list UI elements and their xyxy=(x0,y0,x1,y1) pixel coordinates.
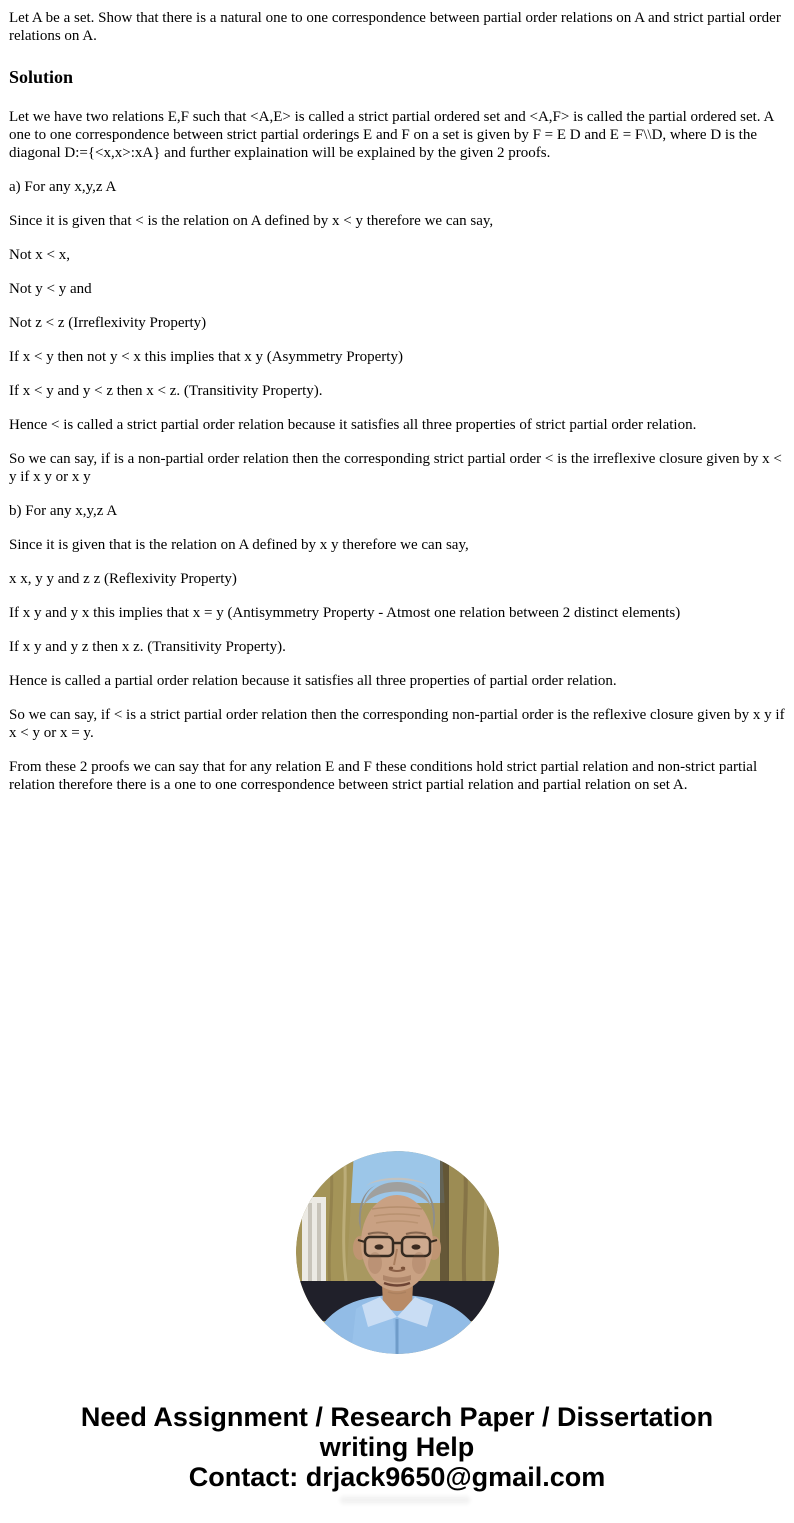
paragraph: If x y and y z then x z. (Transitivity Property). xyxy=(9,639,286,655)
avatar xyxy=(296,1151,499,1354)
promo-line-2: writing Help xyxy=(319,1432,475,1462)
paragraph: b) For any x,y,z A xyxy=(9,503,118,519)
paragraph: Not x < x, xyxy=(9,247,70,263)
promo-line-1: Need Assignment / Research Paper / Dissertation xyxy=(80,1402,714,1432)
paragraph: Not z < z (Irreflexivity Property) xyxy=(9,315,207,331)
paragraph: If x < y then not y < x this implies that x y (Asymmetry Property) xyxy=(9,349,403,365)
solution-heading: Solution xyxy=(9,67,74,87)
paragraph: Not y < y and xyxy=(9,281,92,297)
paragraph: If x < y and y < z then x < z. (Transitivity Property). xyxy=(9,383,323,399)
paragraph: Let we have two relations E,F such that <A,E> is called a strict partial ordered set and <A,F> is called the partial ordered set. A one to one correspondence between strict partial orderings E and F on a set is given by F = E D and E = F\\D, where D is the diagonal D:={<x,x>:xA} and further explaination will be explained by the given 2 proofs. xyxy=(9,109,774,161)
faint-smudge xyxy=(340,1496,470,1504)
paragraph: Hence < is called a strict partial order relation because it satisfies all three properties of strict partial order relation. xyxy=(9,417,697,433)
paragraph: If x y and y x this implies that x = y (Antisymmetry Property - Atmost one relation between 2 distinct elements) xyxy=(9,605,681,621)
promo-banner xyxy=(0,1402,794,1492)
paragraph: Hence is called a partial order relation because it satisfies all three properties of partial order relation. xyxy=(9,673,617,689)
tutor-photo-illustration xyxy=(296,1151,499,1354)
paragraph: From these 2 proofs we can say that for any relation E and F these conditions hold strict partial relation and non-strict partial relation therefore there is a one to one correspondence between strict partial relation and partial relation on set A. xyxy=(9,759,758,793)
paragraph: Since it is given that < is the relation on A defined by x < y therefore we can say, xyxy=(9,213,494,229)
paragraph: Since it is given that is the relation on A defined by x y therefore we can say, xyxy=(9,537,469,553)
paragraph: So we can say, if < is a strict partial order relation then the corresponding non-partial order is the reflexive closure given by x y if x < y or x = y. xyxy=(9,707,785,741)
contact-line: Contact: drjack9650@gmail.com xyxy=(188,1462,606,1492)
paragraph: a) For any x,y,z A xyxy=(9,179,117,195)
question-text: Let A be a set. Show that there is a natural one to one correspondence between partial order relations on A and strict partial order relations on A. xyxy=(9,10,781,44)
paragraph: x x, y y and z z (Reflexivity Property) xyxy=(9,571,237,587)
paragraph: So we can say, if is a non-partial order relation then the corresponding strict partial order < is the irreflexive closure given by x < y if x y or x y xyxy=(9,451,782,485)
